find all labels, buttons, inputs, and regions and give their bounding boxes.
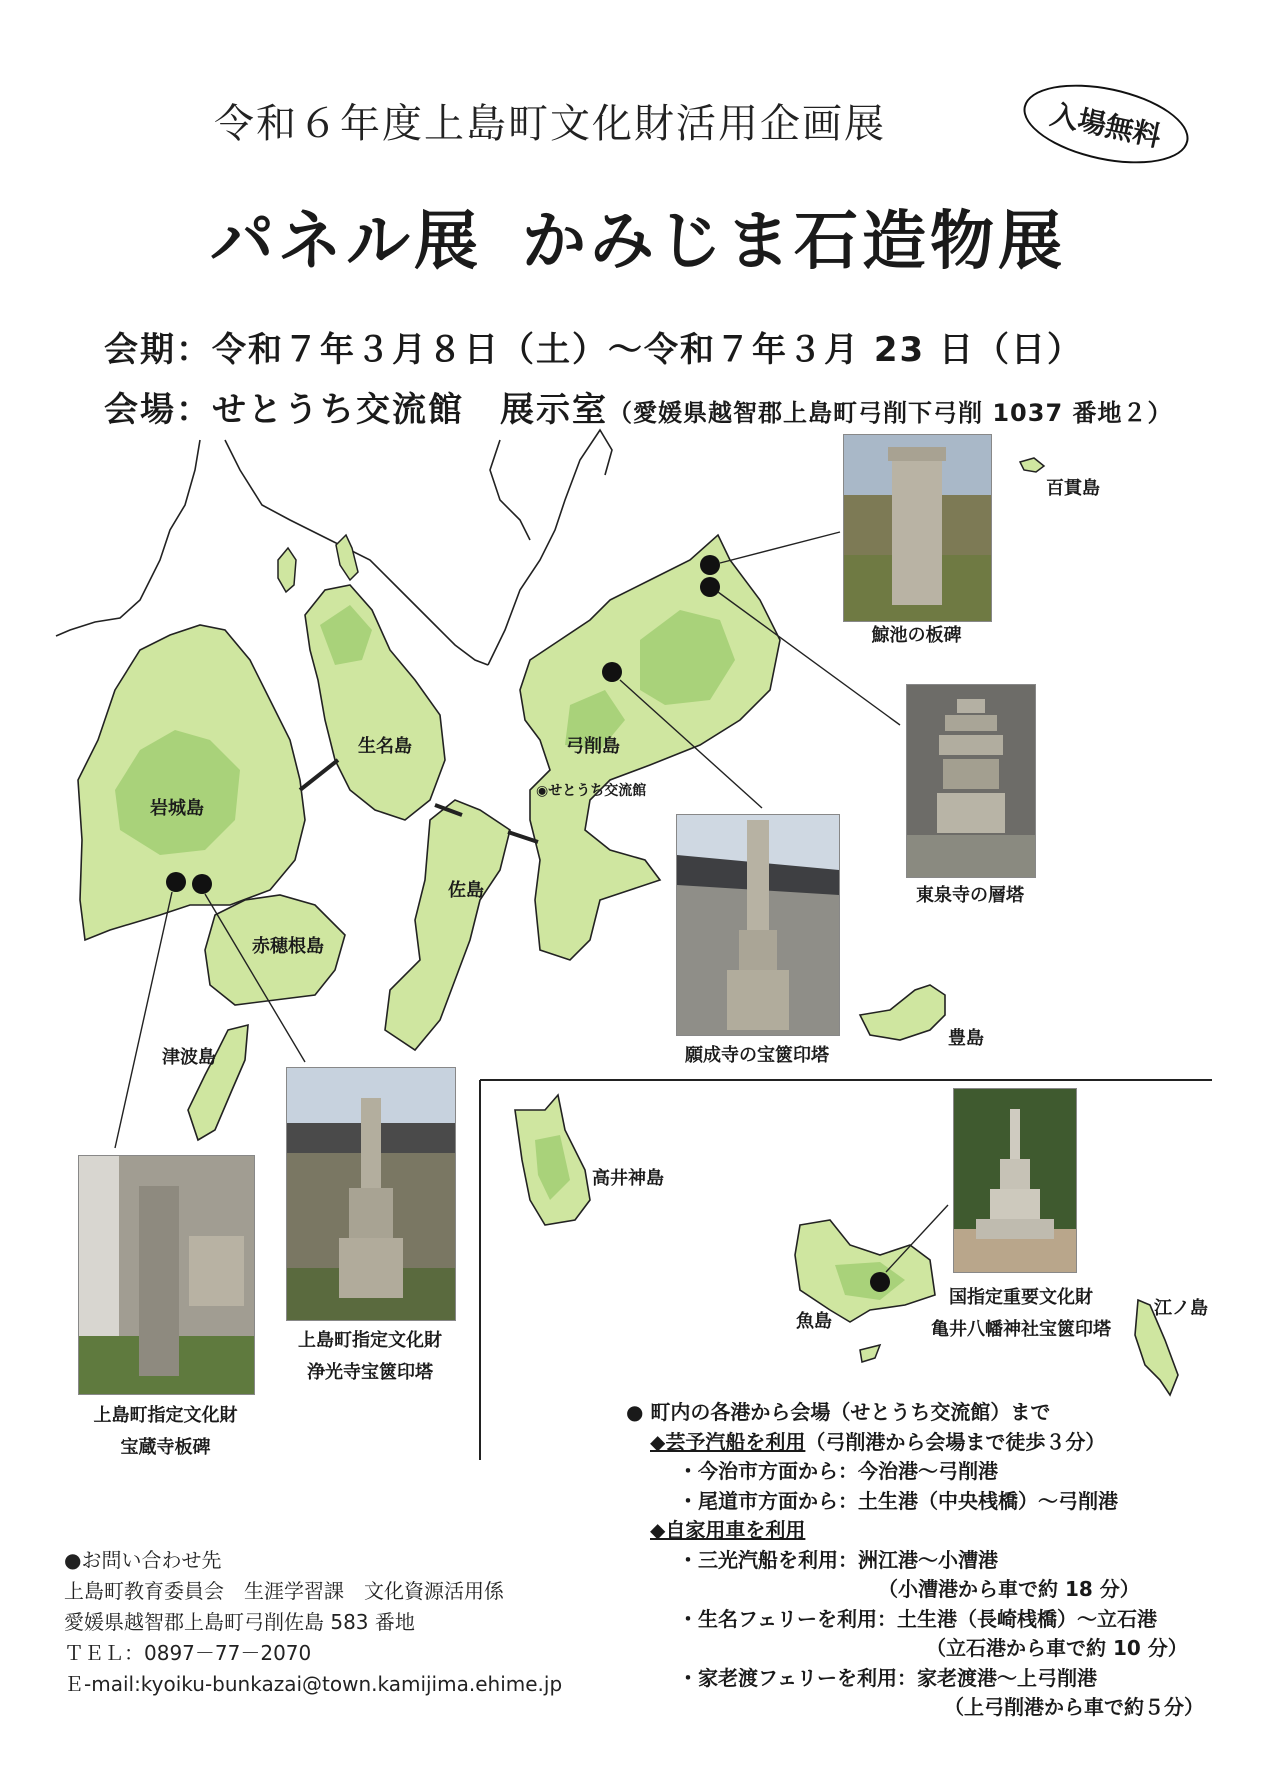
caption-hozoji xyxy=(58,1400,273,1464)
access-car2-note: （立石港から車で約 10 分） xyxy=(926,1636,1188,1660)
label-akahone: 赤穂根島 xyxy=(252,936,324,957)
caption-hozoji-line2: 宝蔵寺板碑 xyxy=(120,1437,211,1458)
caption-jokoji-line1: 上島町指定文化財 xyxy=(298,1330,442,1351)
caption-jokoji xyxy=(270,1325,470,1389)
islet-2 xyxy=(336,535,358,580)
label-enoshima: 江ノ島 xyxy=(1154,1298,1208,1319)
label-iwagi: 岩城島 xyxy=(150,798,204,819)
label-ikina: 生名島 xyxy=(358,736,412,757)
access-car1: ・三光汽船を利用：洲江港～小漕港 xyxy=(678,1547,998,1572)
photo-kujiraike-itabi xyxy=(843,434,992,622)
photo-ganjoji-hokyointo xyxy=(676,814,840,1036)
caption-kujiraike: 鯨池の板碑 xyxy=(871,625,962,646)
exhibition-period: 会期：令和７年３月８日（土）～令和７年３月 23 日（日） xyxy=(104,330,1083,370)
caption-kamei-line2: 亀井八幡神社宝篋印塔 xyxy=(931,1319,1111,1340)
label-hyakkan: 百貫島 xyxy=(1046,478,1100,499)
access-car3: ・家老渡フェリーを利用：家老渡港～上弓削港 xyxy=(678,1665,1097,1690)
caption-ganjoji: 願成寺の宝篋印塔 xyxy=(685,1045,829,1066)
caption-kamei-line1: 国指定重要文化財 xyxy=(949,1287,1093,1308)
label-yuge: 弓削島 xyxy=(566,736,620,757)
access-route2: ・尾道市方面から：土生港（中央桟橋）～弓削港 xyxy=(678,1488,1118,1513)
venue-name: 会場：せとうち交流館 展示室 xyxy=(104,390,608,430)
caption-kamei xyxy=(914,1282,1128,1346)
contact-email: Ｅ-mail:kyoiku-bunkazai@town.kamijima.ehime.jp xyxy=(64,1672,563,1696)
photo-jokoji-hokyointo xyxy=(286,1067,456,1321)
venue-address: （愛媛県越智郡上島町弓削下弓削 1037 番地２） xyxy=(608,399,1173,427)
toyoshima-island xyxy=(860,985,945,1040)
contact-org: 上島町教育委員会 生涯学習課 文化資源活用係 xyxy=(64,1579,504,1603)
contact-heading: ●お問い合わせ先 xyxy=(64,1548,222,1572)
contact-tel: ＴＥＬ：0897－77－2070 xyxy=(64,1641,312,1665)
sashima-island xyxy=(385,800,510,1050)
uoshima-islet xyxy=(860,1345,880,1362)
access-car1-note: （小漕港から車で約 18 分） xyxy=(878,1577,1140,1601)
exhibition-subtitle: 令和６年度上島町文化財活用企画展 xyxy=(214,101,886,147)
label-tsuwa: 津波島 xyxy=(162,1047,216,1068)
photo-hozoji-itabi xyxy=(78,1155,255,1395)
access-heading: ● 町内の各港から会場（せとうち交流館）まで xyxy=(626,1400,1051,1424)
ikina-island xyxy=(305,585,445,820)
access-geiyo-note: （弓削港から会場まで徒歩３分） xyxy=(805,1429,1106,1454)
photo-tosenji-sotou xyxy=(906,684,1036,878)
free-admission-badge: 入場無料 xyxy=(1016,71,1195,176)
caption-jokoji-line2: 浄光寺宝篋印塔 xyxy=(307,1362,433,1383)
title-part1: パネル展 xyxy=(210,205,482,279)
label-uoshima: 魚島 xyxy=(796,1311,832,1332)
contact-info xyxy=(64,1545,562,1700)
access-geiyo xyxy=(626,1428,1204,1458)
title-part2: かみじま石造物展 xyxy=(522,205,1066,279)
access-car-label: ◆自家用車を利用 xyxy=(650,1518,806,1542)
contact-address: 愛媛県越智郡上島町弓削佐島 583 番地 xyxy=(64,1610,415,1634)
label-takaikamishima: 高井神島 xyxy=(592,1168,664,1189)
caption-hozoji-line1: 上島町指定文化財 xyxy=(93,1405,238,1426)
label-sashima: 佐島 xyxy=(448,880,484,901)
access-car2: ・生名フェリーを利用：土生港（長崎桟橋）～立石港 xyxy=(678,1606,1157,1631)
access-info xyxy=(626,1398,1204,1723)
caption-tosenji: 東泉寺の層塔 xyxy=(916,885,1024,906)
access-route1: ・今治市方面から：今治港～弓削港 xyxy=(678,1459,998,1483)
photo-kamei-hokyointo xyxy=(953,1088,1077,1273)
label-toyoshima: 豊島 xyxy=(948,1028,984,1049)
hyakkan-island xyxy=(1020,458,1044,472)
access-geiyo-label: ◆芸予汽船を利用 xyxy=(650,1429,806,1454)
access-car3-note: （上弓削港から車で約５分） xyxy=(944,1695,1204,1719)
venue-marker-label: ◉せとうち交流館 xyxy=(536,783,647,799)
islet-1 xyxy=(278,548,296,592)
